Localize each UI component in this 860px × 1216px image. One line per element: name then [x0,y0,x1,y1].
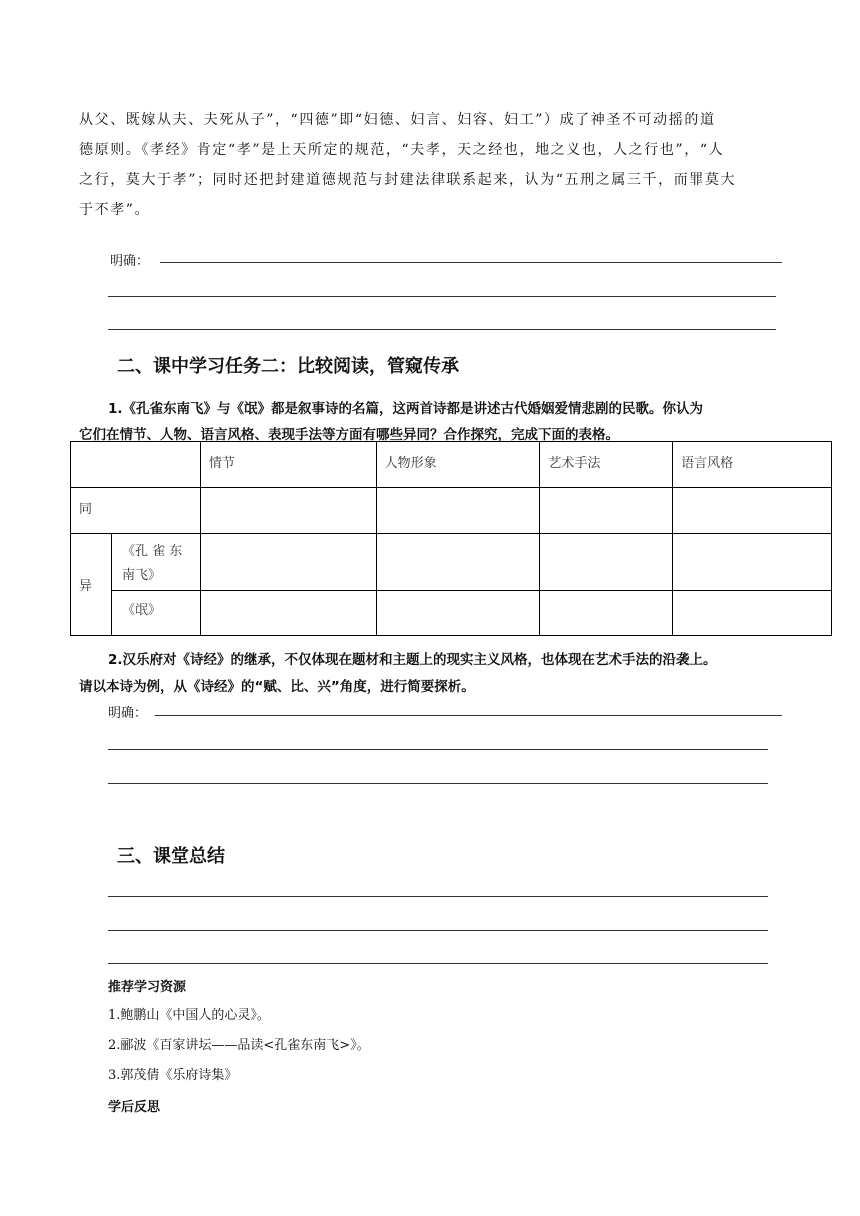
answer-label-1: 明确： [110,254,150,269]
table-header-techniques: 艺术手法 [540,442,673,488]
table-cell[interactable] [376,534,540,591]
reflection-title: 学后反思 [108,1100,161,1115]
comparison-table [70,441,832,636]
intro-line: 于不孝”。 [79,202,151,218]
answer-line[interactable] [108,749,768,750]
summary-line[interactable] [108,930,768,931]
table-poem1-label [111,534,200,591]
table-cell[interactable] [376,591,540,636]
table-cell[interactable] [673,488,832,534]
answer-label-2: 明确： [108,706,148,721]
question2-line2: 请以本诗为例，从《诗经》的“赋、比、兴”角度，进行简要探析。 [79,679,475,695]
table-cell[interactable] [200,591,376,636]
intro-line: 之行，莫大于孝”；同时还把封建道德规范与封建法律联系起来，认为“五刑之属三千，而罪莫大 [79,172,737,188]
table-cell[interactable] [376,488,540,534]
table-header-language: 语言风格 [673,442,832,488]
answer-line[interactable] [108,329,776,330]
intro-line: 从父、既嫁从夫、夫死从子”，“四德”即“妇德、妇言、妇容、妇工”）成了神圣不可动摇的道 [79,112,716,128]
summary-line[interactable] [108,963,768,964]
resource-item: 1.鲍鹏山《中国人的心灵》。 [108,1008,270,1023]
resource-item: 2.郦波《百家讲坛——品读<孔雀东南飞>》。 [108,1038,370,1053]
table-cell[interactable] [540,488,673,534]
table-row-same-label: 同 [71,488,201,534]
resource-item: 3.郭茂倩《乐府诗集》 [108,1068,238,1083]
table-header-plot: 情节 [200,442,376,488]
answer-line[interactable] [155,715,782,716]
table-cell[interactable] [200,488,376,534]
summary-line[interactable] [108,896,768,897]
poem1-line1: 《孔 雀 东 [121,544,183,559]
table-poem2-label: 《氓》 [111,591,200,636]
answer-line[interactable] [160,262,782,263]
table-corner-cell [71,442,201,488]
table-header-characters: 人物形象 [376,442,540,488]
table-cell[interactable] [540,591,673,636]
section2-heading: 二、课中学习任务二：比较阅读，管窥传承 [117,356,459,377]
section3-heading: 三、课堂总结 [117,846,225,867]
question1-line1: 1.《孔雀东南飞》与《氓》都是叙事诗的名篇，这两首诗都是讲述古代婚姻爱情悲剧的民歌。你认为 [108,401,704,417]
answer-line[interactable] [108,296,776,297]
table-row-diff-label [71,534,112,636]
intro-paragraph [79,105,782,225]
table-cell[interactable] [673,591,832,636]
table-cell[interactable] [673,534,832,591]
table-cell[interactable] [200,534,376,591]
question1-line2: 它们在情节、人物、语言风格、表现手法等方面有哪些异同？合作探究，完成下面的表格。 [79,427,619,443]
poem1-line2: 南飞》 [121,568,161,583]
answer-line[interactable] [108,783,768,784]
intro-line: 德原则。《孝经》肯定“孝”是上天所定的规范，“夫孝，天之经也，地之义也，人之行也”，“人 [79,142,725,158]
table-cell[interactable] [540,534,673,591]
table-row-diff-text: 异 [79,579,93,594]
resources-title: 推荐学习资源 [108,980,187,995]
question2-line1: 2.汉乐府对《诗经》的继承，不仅体现在题材和主题上的现实主义风格，也体现在艺术手法的沿袭上。 [108,652,717,668]
